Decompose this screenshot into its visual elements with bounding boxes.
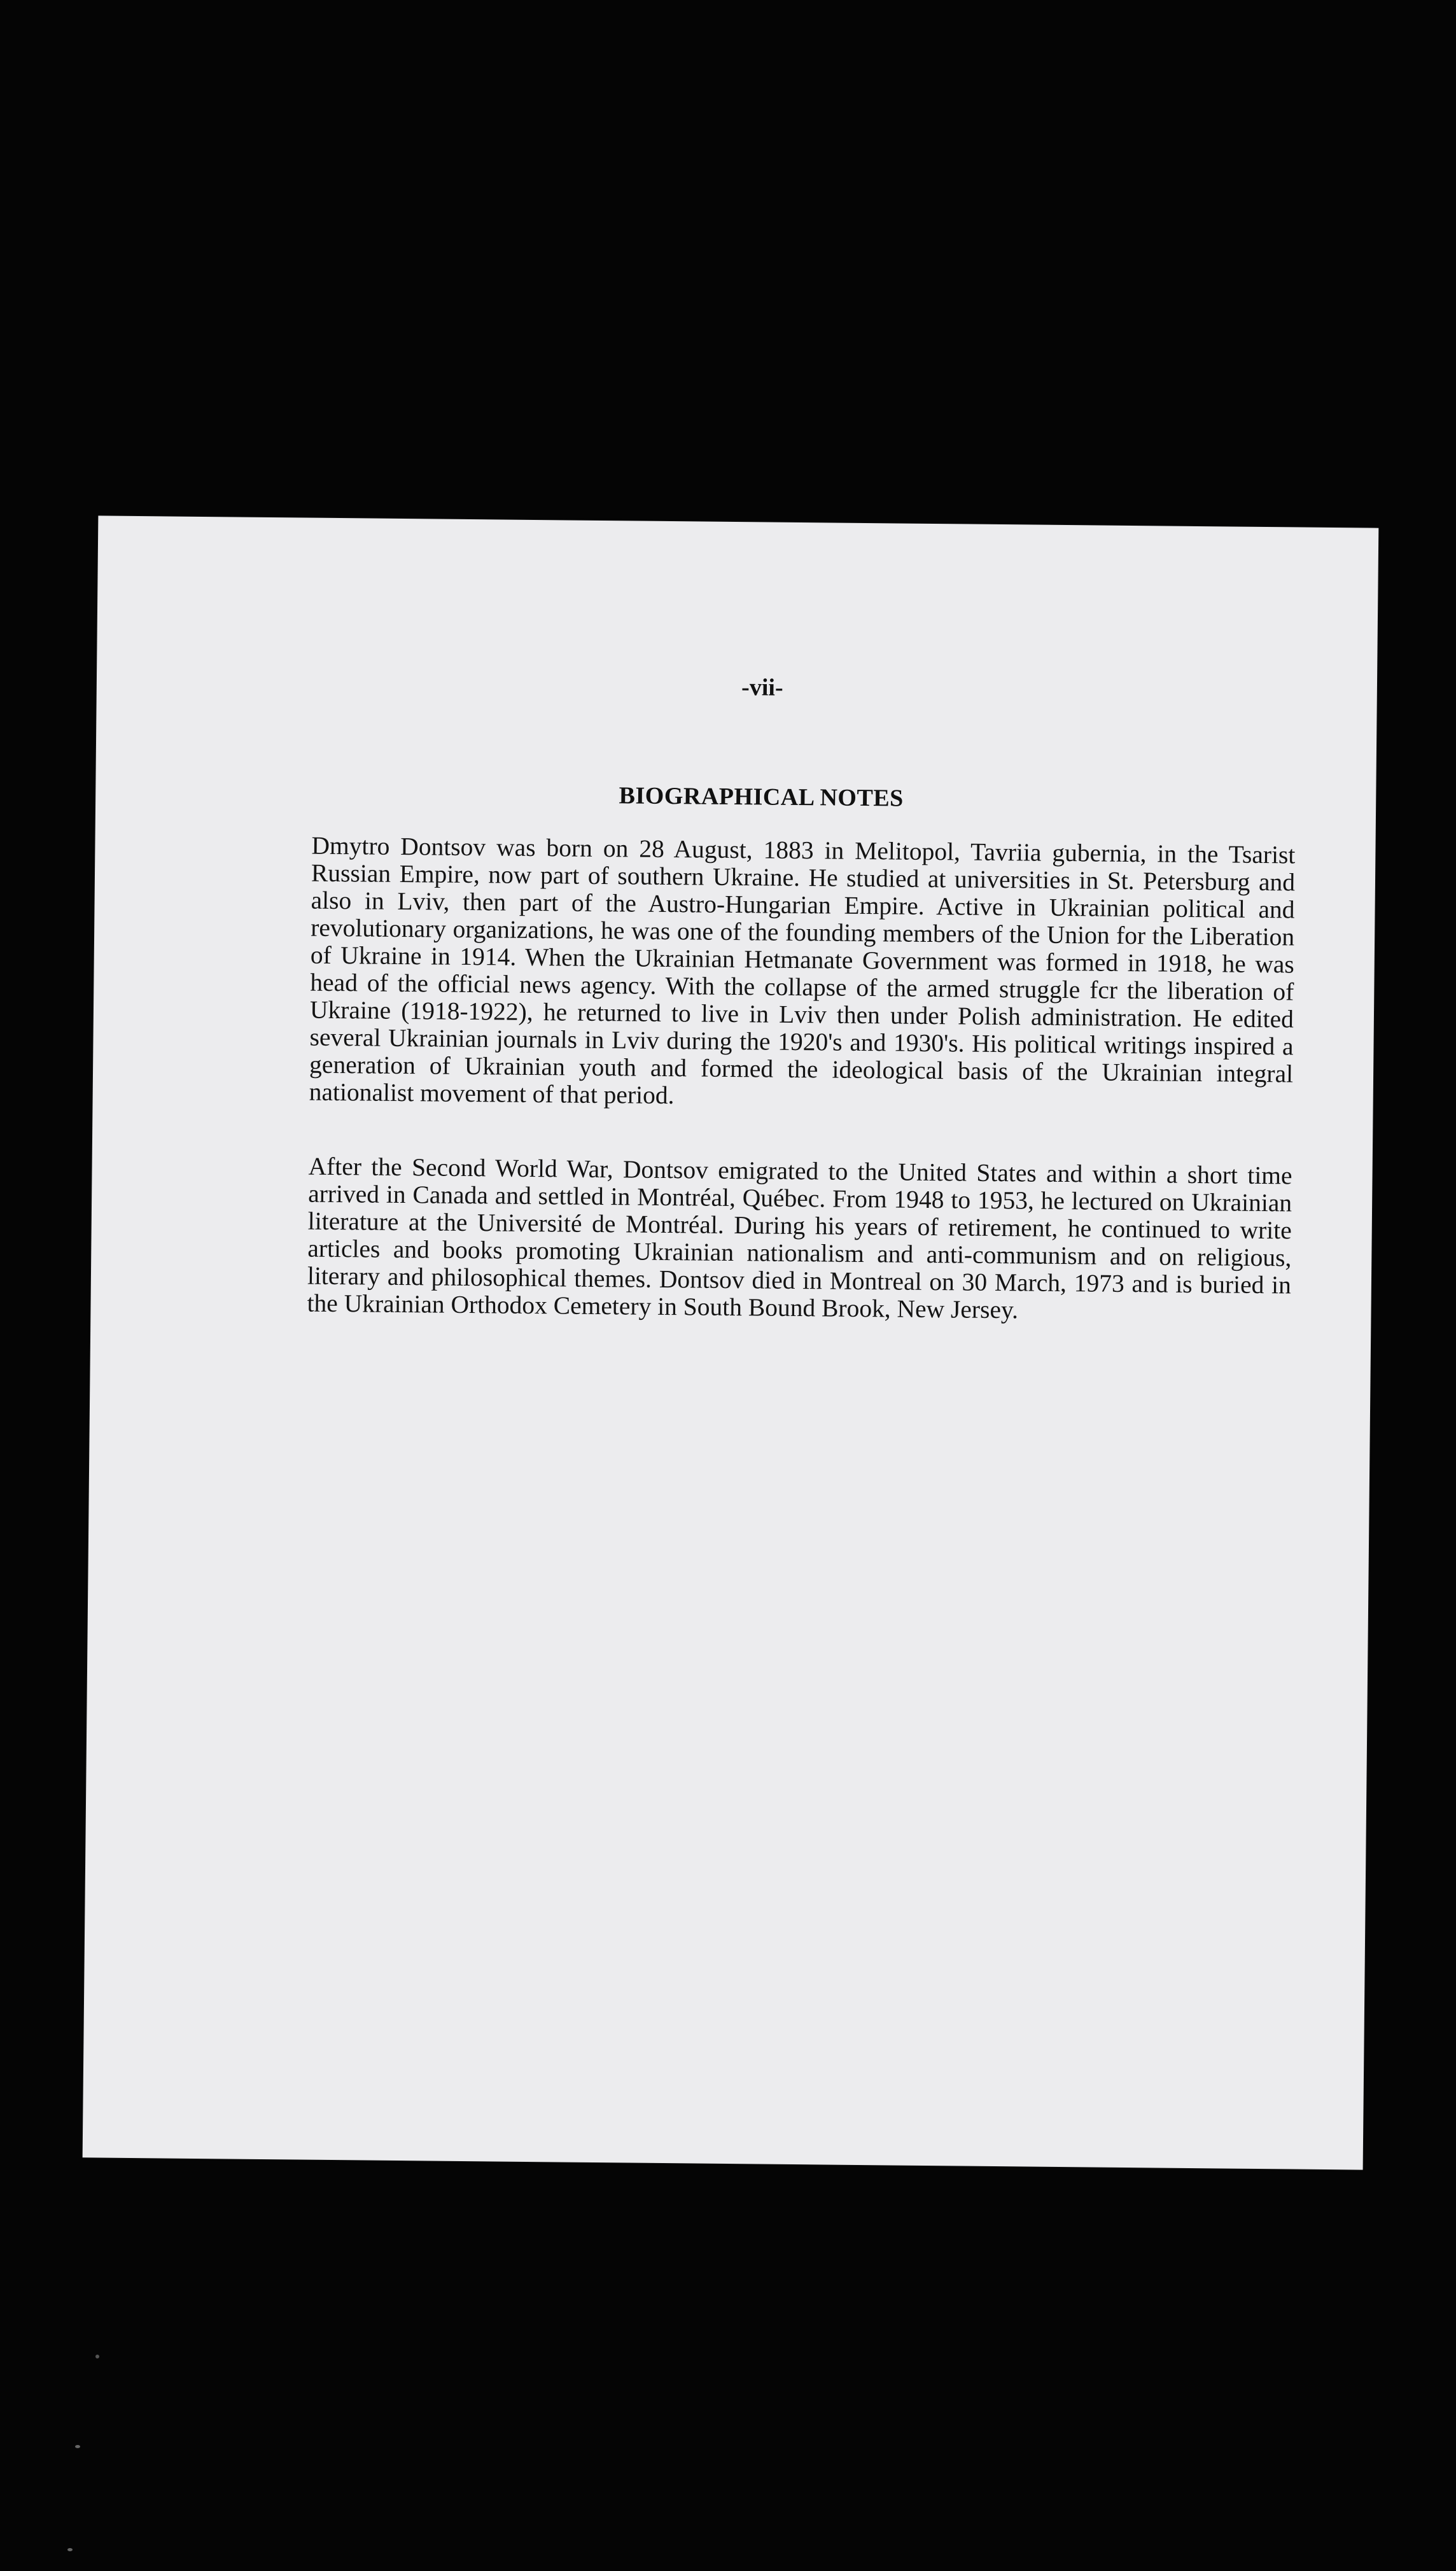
document-page bbox=[83, 515, 1379, 2169]
biography-paragraph-2: After the Second World War, Dontsov emigrated to the United States and within a short time arrived in Canada and settled in Montréal, Québec. From 1948 to 1953, he lectured on Ukrainian literature at the Université de Montréal. During his years of retirement, he continued to write articles and books promoting Ukrainian nationalism and anti-communism and on religious, literary and philosophical themes. Dontsov died in Montreal on 30 March, 1973 and is buried in the Ukrainian Orthodox Cemetery in South Bound Brook, New Jersey. bbox=[307, 1152, 1292, 1324]
scan-speck bbox=[75, 2445, 80, 2448]
page-number: -vii- bbox=[741, 674, 783, 701]
section-title: BIOGRAPHICAL NOTES bbox=[619, 782, 904, 812]
scan-speck bbox=[95, 2355, 99, 2358]
scan-speck bbox=[67, 2548, 73, 2551]
biography-paragraph-1: Dmytro Dontsov was born on 28 August, 1883 in Melitopol, Tavriia gubernia, in the Tsarist Russian Empire, now part of southern Ukraine. He studied at universities in St. Petersburg and also in Lviv, then part of the Austro-Hungarian Empire. Active in Ukrainian political and revolutionary organizations, he was one of the founding members of the Union for the Liberation of Ukraine in 1914. When the Ukrainian Hetmanate Government was formed in 1918, he was head of the official news agency. With the collapse of the armed struggle fcr the liberation of Ukraine (1918-1922), he returned to live in Lviv then under Polish administration. He edited several Ukrainian journals in Lviv during the 1920's and 1930's. His political writings inspired a generation of Ukrainian youth and formed the ideological basis of the Ukrainian integral nationalist movement of that period. bbox=[309, 831, 1296, 1110]
